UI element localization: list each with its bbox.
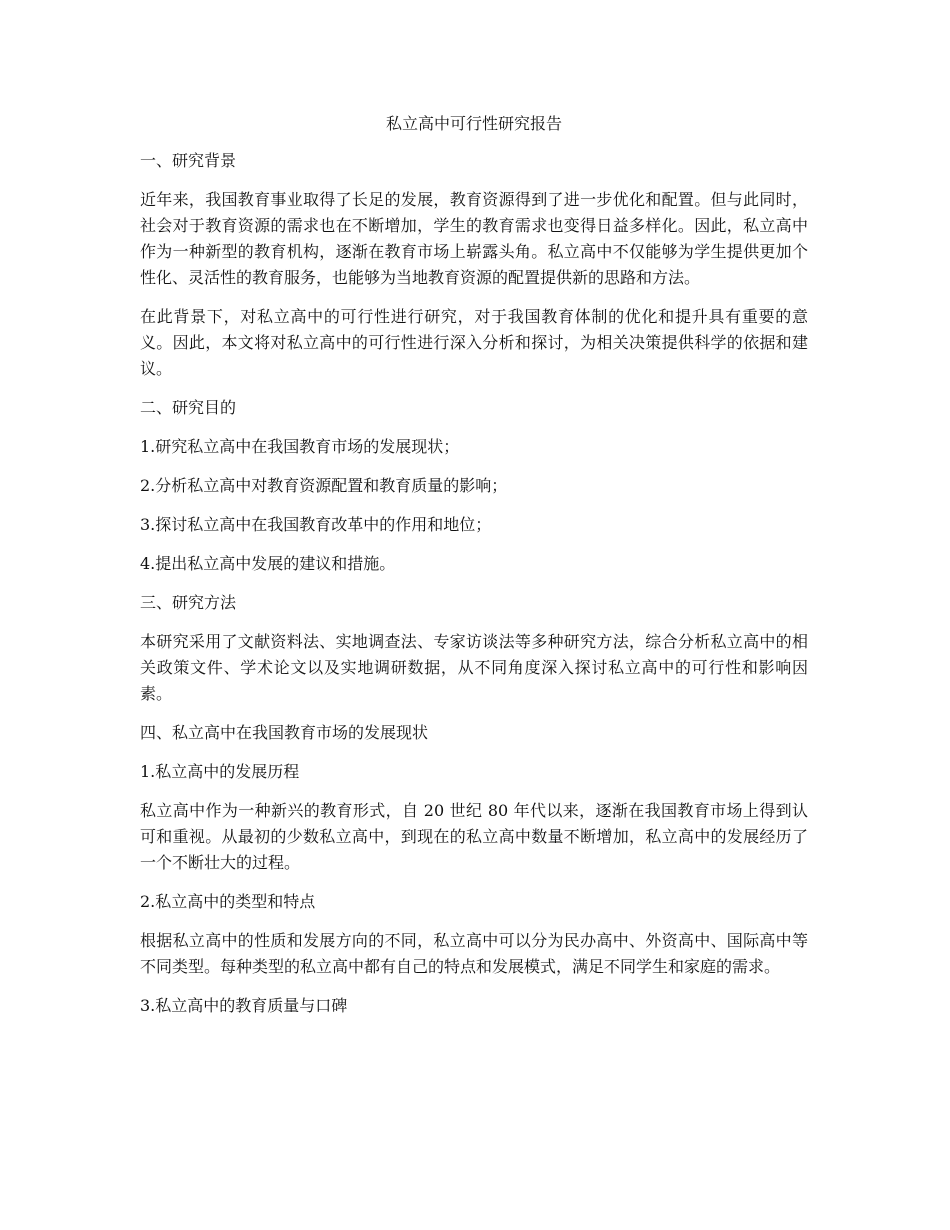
section-heading-purpose: 二、研究目的 xyxy=(140,398,237,417)
paragraph-background-1: 近年来，我国教育事业取得了长足的发展，教育资源得到了进一步优化和配置。但与此同时，社会对于教育资源的需求也在不断增加，学生的教育需求也变得日益多样化。因此，私立高中作为一种新型的教育机构，逐渐在教育市场上崭露头角。私立高中不仅能够为学生提供更加个性化、灵活性的教育服务，也能够为当地教育资源的配置提供新的思路和方法。 xyxy=(140,190,808,287)
purpose-item-1: 1.研究私立高中在我国教育市场的发展现状； xyxy=(140,437,460,456)
section-heading-background: 一、研究背景 xyxy=(140,151,237,170)
purpose-item-2: 2.分析私立高中对教育资源配置和教育质量的影响； xyxy=(140,476,508,495)
section-heading-methods: 三、研究方法 xyxy=(140,593,237,612)
subheading-history: 1.私立高中的发展历程 xyxy=(140,762,300,781)
purpose-item-3: 3.探讨私立高中在我国教育改革中的作用和地位； xyxy=(140,515,492,534)
document-page xyxy=(140,112,808,1032)
subheading-types: 2.私立高中的类型和特点 xyxy=(140,892,316,911)
paragraph-history: 私立高中作为一种新兴的教育形式，自 20 世纪 80 年代以来，逐渐在我国教育市场上得到认可和重视。从最初的少数私立高中，到现在的私立高中数量不断增加，私立高中的发展经历了一个不断壮大的过程。 xyxy=(140,801,808,872)
paragraph-methods: 本研究采用了文献资料法、实地调查法、专家访谈法等多种研究方法，综合分析私立高中的相关政策文件、学术论文以及实地调研数据，从不同角度深入探讨私立高中的可行性和影响因素。 xyxy=(140,632,808,703)
paragraph-types: 根据私立高中的性质和发展方向的不同，私立高中可以分为民办高中、外资高中、国际高中等不同类型。每种类型的私立高中都有自己的特点和发展模式，满足不同学生和家庭的需求。 xyxy=(140,931,808,976)
section-heading-status: 四、私立高中在我国教育市场的发展现状 xyxy=(140,723,429,742)
subheading-quality: 3.私立高中的教育质量与口碑 xyxy=(140,996,348,1015)
document-title: 私立高中可行性研究报告 xyxy=(385,114,562,133)
paragraph-background-2: 在此背景下，对私立高中的可行性进行研究，对于我国教育体制的优化和提升具有重要的意义。因此，本文将对私立高中的可行性进行深入分析和探讨，为相关决策提供科学的依据和建议。 xyxy=(140,307,808,378)
purpose-item-4: 4.提出私立高中发展的建议和措施。 xyxy=(140,554,396,573)
